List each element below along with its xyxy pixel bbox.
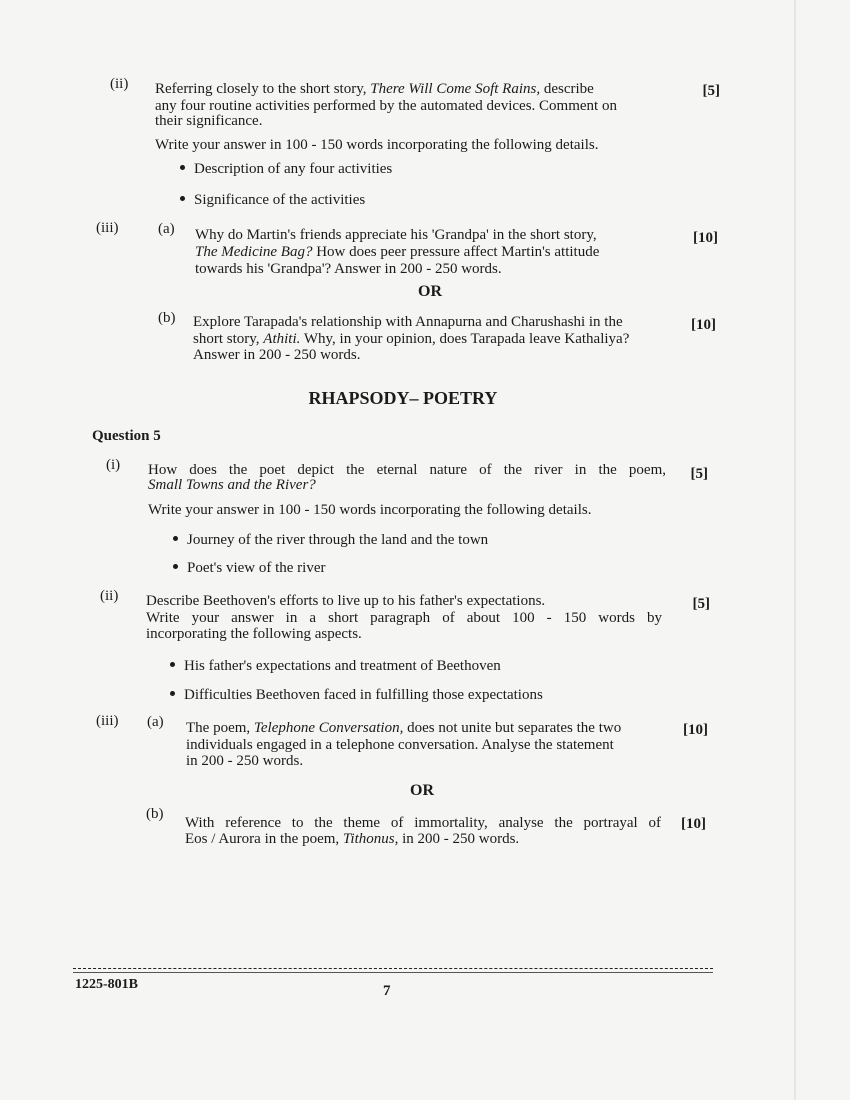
q5-iii-b-line2: Eos / Aurora in the poem, Tithonus, in 200 - 250 words. [185, 831, 520, 847]
question-label: Question 5 [92, 428, 161, 444]
q5-iii-a-label: (a) [147, 714, 164, 730]
bullet-dot [180, 165, 185, 170]
q4-iii-a-line2 [195, 244, 599, 261]
q4-ii-story-title: There Will Come Soft Rains, [370, 81, 541, 97]
q5-iii-b-label: (b) [146, 806, 164, 822]
q4-iii-a-line1: Why do Martin's friends appreciate his 'Grandpa' in the short story, [195, 227, 597, 243]
q5-i-line3: Write your answer in 100 - 150 words incorporating the following details. [148, 502, 592, 518]
q5-i-number: (i) [106, 457, 121, 473]
q4-iii-b-story-title: Athiti. [263, 331, 301, 347]
q4-ii-line1 [155, 81, 675, 98]
page-number: 7 [383, 983, 391, 999]
footer-divider-solid [73, 972, 713, 973]
q4-iii-a-label: (a) [158, 221, 175, 237]
bullet-dot [180, 196, 185, 201]
q5-ii-number: (ii) [100, 588, 119, 604]
q5-ii-bullet-1: His father's expectations and treatment of Beethoven [170, 658, 501, 675]
q4-ii-line2: any four routine activities performed by the automated devices. Comment on [155, 98, 617, 114]
q5-iii-b-poem-title: Tithonus, [342, 831, 399, 847]
q5-ii-marks: [5] [692, 596, 710, 612]
footer-divider [73, 968, 713, 969]
q4-ii-line1-post: describe [543, 81, 594, 97]
q5-iii-b-line1: With reference to the theme of immortality, analyse the portrayal of [185, 815, 661, 831]
q4-iii-number: (iii) [96, 220, 119, 236]
bullet-dot [173, 536, 178, 541]
q4-ii-line3: their significance. [155, 113, 263, 129]
q5-i-bullet-1: Journey of the river through the land and the town [173, 532, 488, 549]
q5-ii-bullet-2: Difficulties Beethoven faced in fulfilling those expectations [170, 687, 543, 704]
q4-ii-line4: Write your answer in 100 - 150 words incorporating the following details. [155, 137, 599, 153]
q4-iii-b-line1: Explore Tarapada's relationship with Annapurna and Charushashi in the [193, 314, 623, 330]
q4-iii-b-label: (b) [158, 310, 176, 326]
bullet-dot [170, 691, 175, 696]
q4-ii-bullet-2: Significance of the activities [180, 192, 365, 209]
q5-iii-a-line3: in 200 - 250 words. [186, 753, 304, 769]
bullet-dot [170, 662, 175, 667]
q5-iii-b-marks: [10] [681, 816, 706, 832]
q5-iii-a-line2: individuals engaged in a telephone conversation. Analyse the statement [186, 737, 614, 753]
bullet-dot [173, 564, 178, 569]
q4-ii-bullet-1: Description of any four activities [180, 161, 392, 178]
q5-ii-line2: Write your answer in a short paragraph of about 100 - 150 words by [146, 610, 662, 626]
q5-iii-number: (iii) [96, 713, 119, 729]
q5-iii-a-marks: [10] [683, 722, 708, 738]
q5-i-line1: How does the poet depict the eternal nature of the river in the poem, [148, 462, 666, 478]
section-heading: RHAPSODY– POETRY [308, 388, 498, 408]
q4-iii-b-line2: short story, Athiti. Why, in your opinion, does Tarapada leave Kathaliya? [193, 331, 630, 347]
q5-i-marks: [5] [690, 466, 708, 482]
q4-iii-a-line2-post: How does peer pressure affect Martin's attitude [316, 244, 600, 260]
q4-iii-or: OR [418, 283, 442, 300]
q4-ii-marks: [5] [702, 83, 720, 99]
q4-iii-a-story-title: The Medicine Bag? [195, 244, 313, 260]
paper-code: 1225-801B [75, 977, 138, 992]
q5-iii-a-line1: The poem, Telephone Conversation, does not unite but separates the two [186, 720, 622, 736]
q5-i-bullet-2: Poet's view of the river [173, 560, 326, 577]
q4-iii-b-marks: [10] [691, 317, 716, 333]
q5-iii-a-poem-title: Telephone Conversation, [253, 720, 404, 736]
q5-ii-line3: incorporating the following aspects. [146, 626, 362, 642]
q5-ii-line1: Describe Beethoven's efforts to live up to his father's expectations. [146, 593, 546, 609]
q4-iii-b-line3: Answer in 200 - 250 words. [193, 347, 361, 363]
q4-ii-number: (ii) [110, 76, 129, 92]
q5-i-poem-title: Small Towns and the River? [148, 477, 316, 493]
q4-ii-line1-pre: Referring closely to the short story, [155, 81, 367, 97]
page-edge-shadow [794, 0, 796, 1100]
q4-iii-a-line3: towards his 'Grandpa'? Answer in 200 - 250 words. [195, 261, 502, 277]
q4-iii-a-marks: [10] [693, 230, 718, 246]
q5-iii-or: OR [410, 782, 434, 799]
q5-i-line2 [148, 477, 316, 494]
